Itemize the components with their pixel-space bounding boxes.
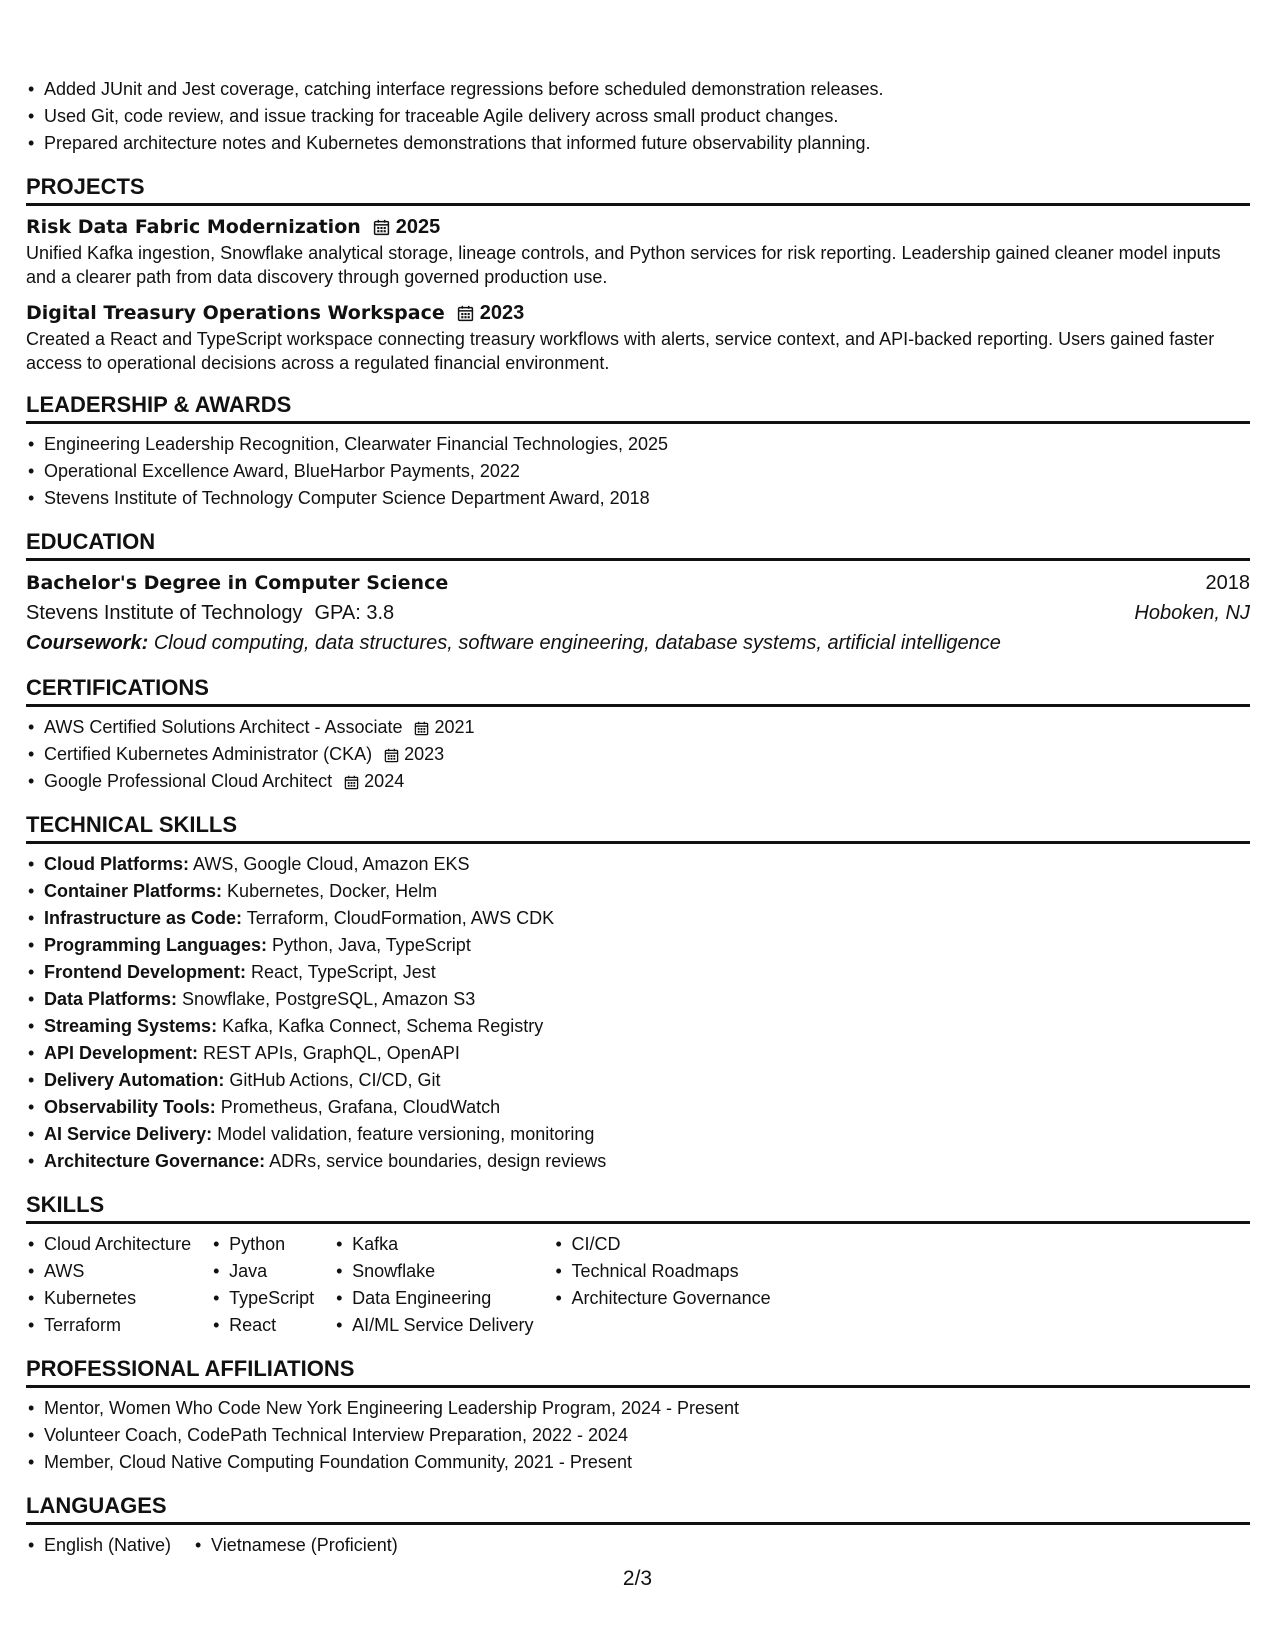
experience-bullet: • Prepared architecture notes and Kubernetes demonstrations that informed future observability planning. <box>26 130 1250 157</box>
skill-category: Container Platforms: <box>44 881 223 901</box>
project-description: Created a React and TypeScript workspace connecting treasury workflows with alerts, service context, and API-backed reporting. Users gained faster access to operational decisions across a regulated financial environment. <box>26 329 1215 373</box>
skills-heading: SKILLS <box>26 1192 1250 1224</box>
page-number: 2/3 <box>622 1567 653 1590</box>
language-item: • Vietnamese (Proficient) <box>193 1532 398 1559</box>
certification-year: 2023 <box>404 744 445 764</box>
skill-item: • Kubernetes <box>26 1285 191 1312</box>
leadership-heading: LEADERSHIP & AWARDS <box>26 392 1250 424</box>
list-item: • Engineering Leadership Recognition, Clearwater Financial Technologies, 2025 <box>26 431 1250 458</box>
calendar-icon <box>344 775 359 790</box>
certification-year: 2021 <box>434 717 475 737</box>
project-name: Digital Treasury Operations Workspace <box>26 302 445 324</box>
skill-values: Kafka, Kafka Connect, Schema Registry <box>222 1016 544 1036</box>
certification-item <box>26 714 1250 741</box>
calendar-icon <box>414 721 429 736</box>
technical-skill-item <box>26 1148 1250 1175</box>
graduation-year: 2018 <box>1205 572 1250 594</box>
coursework-label: Coursework: <box>26 632 149 654</box>
skill-values: Model validation, feature versioning, monitoring <box>217 1124 595 1144</box>
skill-category: Data Platforms: <box>44 989 178 1009</box>
technical-skill-item <box>26 1121 1250 1148</box>
technical-skill-item <box>26 932 1250 959</box>
certifications-list <box>26 714 1250 795</box>
experience-bullet-list <box>26 76 1250 157</box>
languages-heading: LANGUAGES <box>26 1493 1250 1525</box>
skill-values: React, TypeScript, Jest <box>251 962 436 982</box>
experience-bullet: • Used Git, code review, and issue tracking for traceable Agile delivery across small product changes. <box>26 103 1250 130</box>
affiliations-list <box>26 1395 1250 1476</box>
skill-item: • CI/CD <box>554 1231 771 1258</box>
technical-skill-item <box>26 1094 1250 1121</box>
calendar-icon <box>373 219 390 236</box>
project-year: 2023 <box>479 302 525 324</box>
skills-column <box>211 1231 314 1339</box>
certification-item <box>26 741 1250 768</box>
technical-skill-item <box>26 959 1250 986</box>
skill-values: REST APIs, GraphQL, OpenAPI <box>203 1043 460 1063</box>
education-heading: EDUCATION <box>26 529 1250 561</box>
skill-item: • Data Engineering <box>334 1285 533 1312</box>
certification-year: 2024 <box>364 771 405 791</box>
certification-name: AWS Certified Solutions Architect - Associate <box>44 717 403 737</box>
list-item: • Operational Excellence Award, BlueHarbor Payments, 2022 <box>26 458 1250 485</box>
skill-item: • Cloud Architecture <box>26 1231 191 1258</box>
technical-skills-list <box>26 851 1250 1175</box>
technical-skill-item <box>26 1067 1250 1094</box>
skills-grid <box>26 1231 1250 1339</box>
school-name: Stevens Institute of Technology <box>26 602 303 624</box>
skill-values: Snowflake, PostgreSQL, Amazon S3 <box>182 989 476 1009</box>
skill-values: Terraform, CloudFormation, AWS CDK <box>246 908 555 928</box>
certification-item <box>26 768 1250 795</box>
skill-category: Delivery Automation: <box>44 1070 225 1090</box>
certifications-heading: CERTIFICATIONS <box>26 675 1250 707</box>
project-year: 2025 <box>395 216 441 238</box>
skill-category: Infrastructure as Code: <box>44 908 243 928</box>
skill-category: AI Service Delivery: <box>44 1124 213 1144</box>
coursework <box>26 628 1250 658</box>
language-item: • English (Native) <box>26 1532 171 1559</box>
skill-item: • Kafka <box>334 1231 533 1258</box>
skill-item: • Java <box>211 1258 314 1285</box>
skill-values: ADRs, service boundaries, design reviews <box>269 1151 607 1171</box>
skill-item: • React <box>211 1312 314 1339</box>
skill-item: • Snowflake <box>334 1258 533 1285</box>
skill-item: • Python <box>211 1231 314 1258</box>
calendar-icon <box>384 748 399 763</box>
skill-values: Prometheus, Grafana, CloudWatch <box>220 1097 501 1117</box>
skill-values: GitHub Actions, CI/CD, Git <box>229 1070 441 1090</box>
leadership-list <box>26 431 1250 512</box>
technical-skill-item <box>26 986 1250 1013</box>
experience-bullet: • Added JUnit and Jest coverage, catching interface regressions before scheduled demonstration releases. <box>26 76 1250 103</box>
skill-values: Kubernetes, Docker, Helm <box>227 881 438 901</box>
skill-category: Cloud Platforms: <box>44 854 190 874</box>
certification-name: Google Professional Cloud Architect <box>44 771 333 791</box>
skills-column <box>334 1231 533 1339</box>
skill-item: • Architecture Governance <box>554 1285 771 1312</box>
projects-heading: PROJECTS <box>26 174 1250 206</box>
skills-column <box>26 1231 191 1339</box>
list-item: • Mentor, Women Who Code New York Engineering Leadership Program, 2024 - Present <box>26 1395 1250 1422</box>
technical-skill-item <box>26 878 1250 905</box>
skill-values: Python, Java, TypeScript <box>272 935 471 955</box>
resume-page <box>26 76 1250 1559</box>
project-item <box>26 213 1250 289</box>
skill-values: AWS, Google Cloud, Amazon EKS <box>193 854 470 874</box>
skill-category: Architecture Governance: <box>44 1151 266 1171</box>
technical-skills-heading: TECHNICAL SKILLS <box>26 812 1250 844</box>
skill-category: Observability Tools: <box>44 1097 216 1117</box>
list-item: • Member, Cloud Native Computing Foundation Community, 2021 - Present <box>26 1449 1250 1476</box>
skill-item: • Technical Roadmaps <box>554 1258 771 1285</box>
skill-category: Streaming Systems: <box>44 1016 218 1036</box>
project-item <box>26 299 1250 375</box>
list-item: • Volunteer Coach, CodePath Technical Interview Preparation, 2022 - 2024 <box>26 1422 1250 1449</box>
calendar-icon <box>457 305 474 322</box>
skill-item: • AWS <box>26 1258 191 1285</box>
skill-category: Programming Languages: <box>44 935 268 955</box>
technical-skill-item <box>26 851 1250 878</box>
project-name: Risk Data Fabric Modernization <box>26 216 361 238</box>
languages-list <box>26 1532 1250 1559</box>
technical-skill-item <box>26 1040 1250 1067</box>
certification-name: Certified Kubernetes Administrator (CKA) <box>44 744 373 764</box>
technical-skill-item <box>26 1013 1250 1040</box>
skill-category: Frontend Development: <box>44 962 247 982</box>
affiliations-heading: PROFESSIONAL AFFILIATIONS <box>26 1356 1250 1388</box>
coursework-list: Cloud computing, data structures, software engineering, database systems, artificial intelligence <box>153 632 1001 654</box>
skill-category: API Development: <box>44 1043 199 1063</box>
degree: Bachelor's Degree in Computer Science <box>26 572 449 594</box>
skill-item: • AI/ML Service Delivery <box>334 1312 533 1339</box>
list-item: • Stevens Institute of Technology Computer Science Department Award, 2018 <box>26 485 1250 512</box>
gpa: GPA: 3.8 <box>314 602 395 624</box>
skill-item: • TypeScript <box>211 1285 314 1312</box>
technical-skill-item <box>26 905 1250 932</box>
school-location: Hoboken, NJ <box>1134 602 1250 624</box>
project-description: Unified Kafka ingestion, Snowflake analytical storage, lineage controls, and Python services for risk reporting. Leadership gained cleaner model inputs and a clearer path from data discovery through governed production use. <box>26 243 1221 287</box>
skill-item: • Terraform <box>26 1312 191 1339</box>
skills-column <box>554 1231 771 1339</box>
